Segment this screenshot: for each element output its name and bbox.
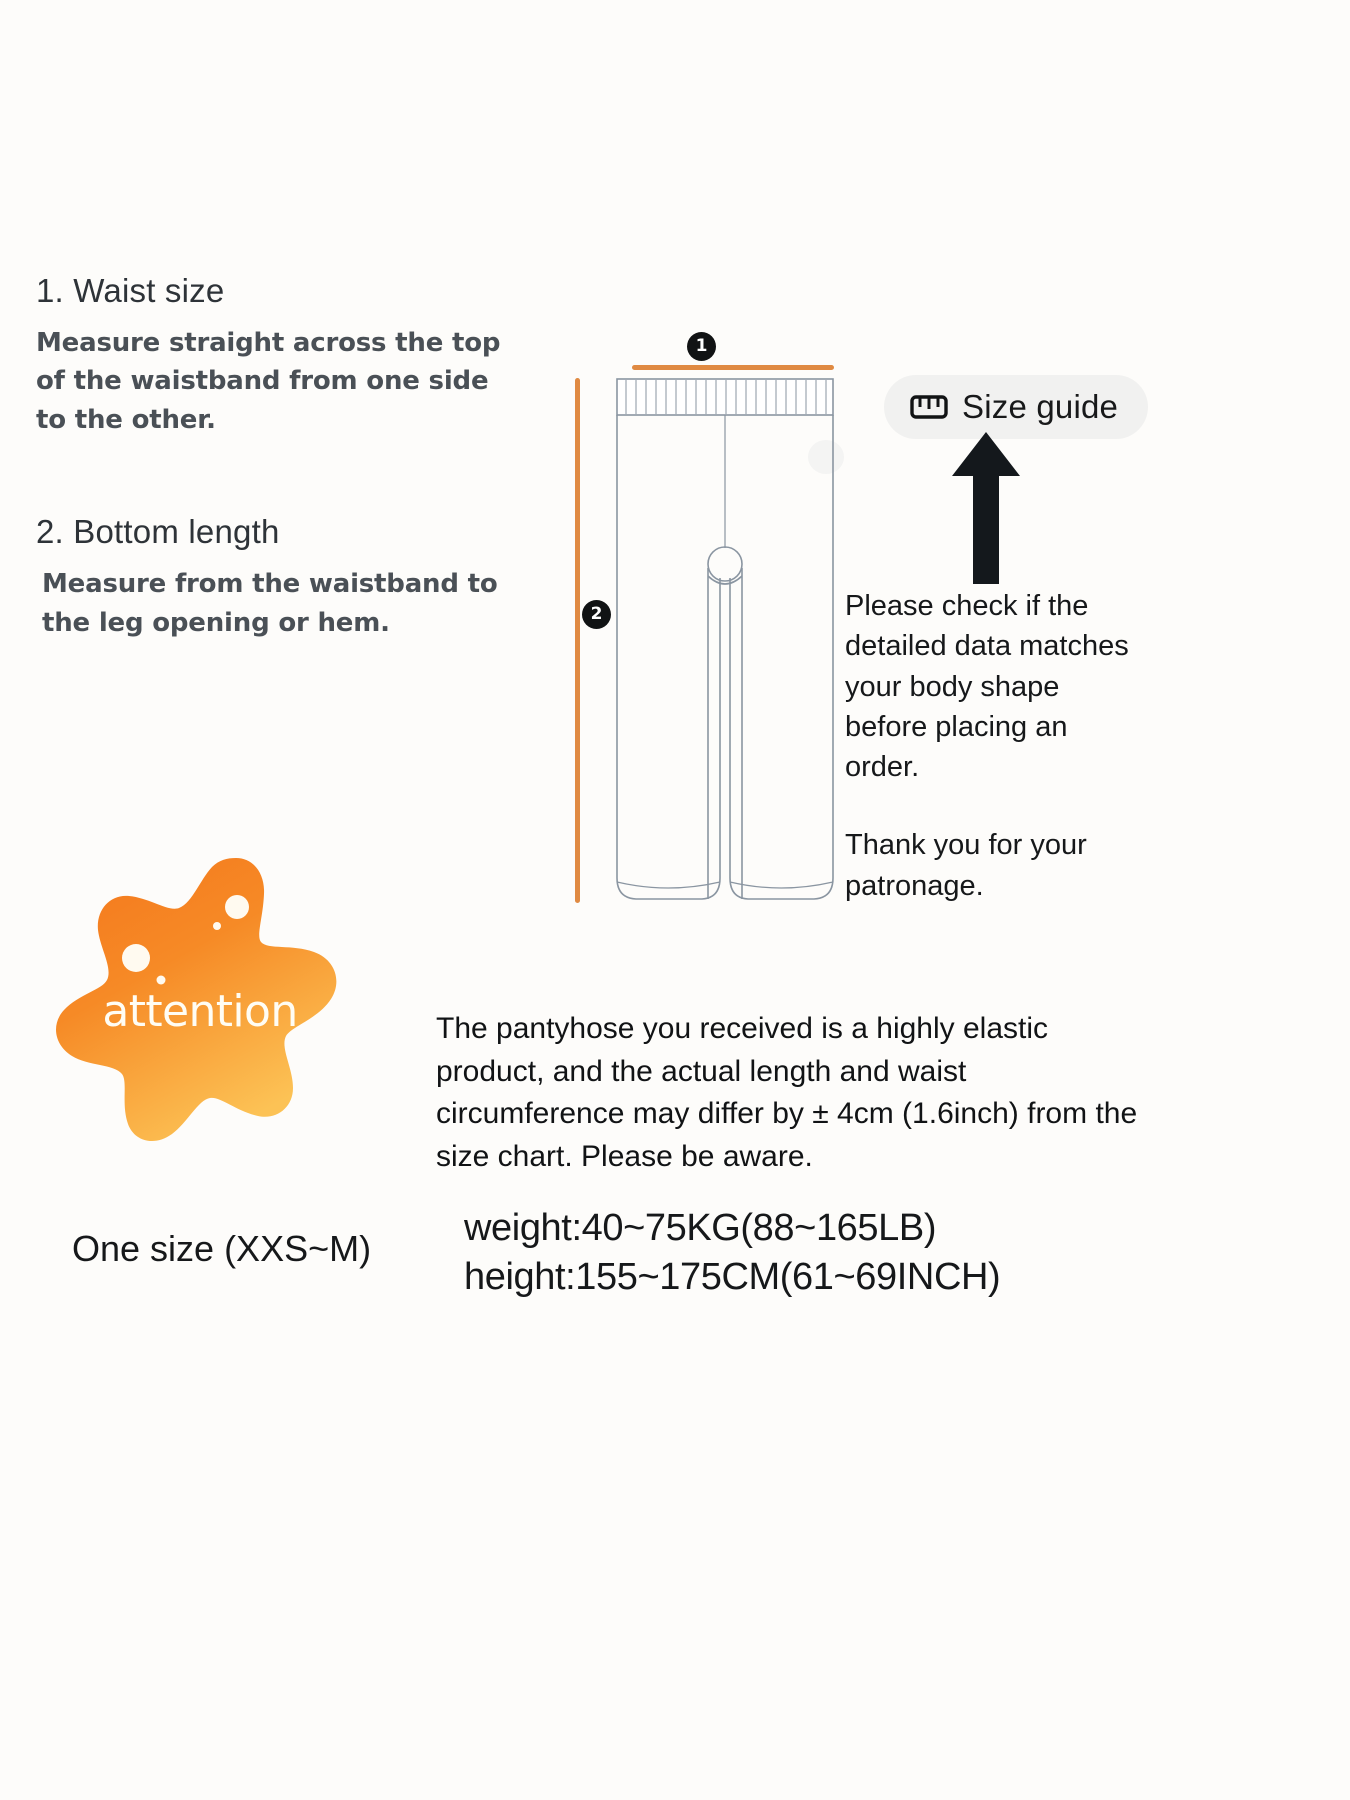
instruction-bottom-length (36, 513, 526, 642)
height-range: height:155~175CM(61~69INCH) (464, 1255, 1001, 1298)
one-size-label: One size (XXS~M) (72, 1228, 372, 1269)
attention-badge (40, 836, 360, 1156)
note-check-data: Please check if the detailed data matches your body shape before placing an order. (845, 590, 1129, 784)
pants-measurement-diagram (560, 330, 830, 930)
instruction-heading-2: 2. Bottom length (36, 513, 280, 551)
weight-range: weight:40~75KG(88~165LB) (464, 1207, 937, 1249)
star-blob-shape (40, 836, 360, 1156)
instruction-waist-size (36, 272, 526, 439)
note-thank-you: Thank you for your patronage. (845, 829, 1087, 902)
instruction-body-1: Measure straight across the top of the waistband from one side to the other. (36, 328, 501, 435)
ruler-icon (910, 394, 948, 420)
marker-1-badge: 1 (687, 332, 716, 361)
size-guide-label: Size guide (962, 388, 1119, 425)
instruction-body-2: Measure from the waistband to the leg opening or hem. (42, 569, 498, 638)
body-measurements (464, 1204, 1000, 1301)
attention-label: attention (102, 986, 298, 1037)
instruction-heading-1: 1. Waist size (36, 272, 225, 309)
elastic-disclaimer: The pantyhose you received is a highly elastic product, and the actual length and waist circumference may differ by ± 4cm (1.6inch) from the size chart. Please be aware. (436, 1012, 1138, 1173)
size-guide-button[interactable] (884, 375, 1148, 439)
up-arrow-icon (950, 432, 1022, 589)
waist-measurement-line (632, 365, 834, 370)
order-notes (845, 586, 1135, 906)
length-measurement-line (575, 378, 580, 903)
measuring-instructions (36, 272, 526, 642)
marker-2-badge: 2 (582, 600, 611, 629)
pants-illustration (616, 378, 834, 908)
